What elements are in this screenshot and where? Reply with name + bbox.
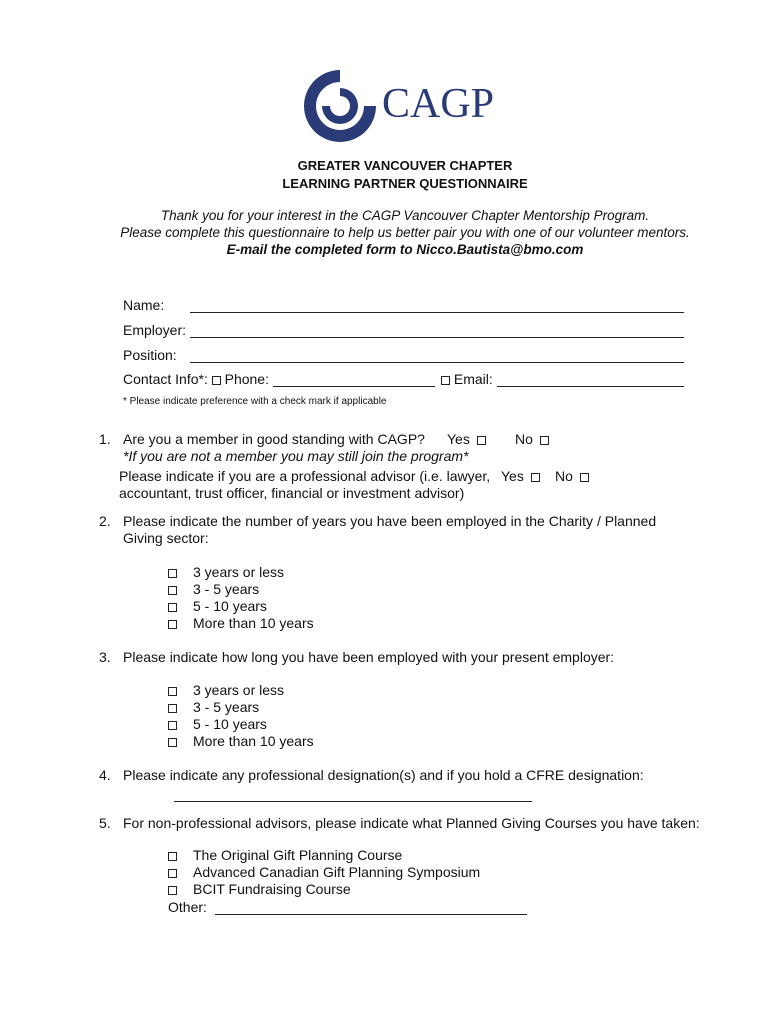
logo-text: CAGP xyxy=(382,81,495,127)
email-label: Email: xyxy=(453,371,493,387)
phone-label: Phone: xyxy=(224,371,269,387)
q4-text: Please indicate any professional designation(s) and if you hold a CFRE designation: xyxy=(123,767,644,783)
q3-option-label: More than 10 years xyxy=(193,733,314,749)
q2-option-label: 3 years or less xyxy=(193,564,285,580)
q1-advisor-line-1: Please indicate if you are a professional advisor (i.e. lawyer, xyxy=(119,468,491,484)
q4-number: 4. xyxy=(99,767,111,783)
name-field[interactable] xyxy=(190,312,684,313)
q3-option[interactable] xyxy=(168,699,259,715)
q1-advisor-no-checkbox[interactable] xyxy=(580,473,589,482)
q1-advisor-no-option xyxy=(555,468,589,484)
contact-info-label: Contact Info*: xyxy=(123,371,208,387)
position-label: Position: xyxy=(123,347,177,363)
q5-option-label: The Original Gift Planning Course xyxy=(193,847,403,863)
q3-number: 3. xyxy=(99,649,111,665)
q5-option-label: BCIT Fundraising Course xyxy=(193,881,351,897)
q3-option-label: 3 years or less xyxy=(193,682,285,698)
intro-line-2: Please complete this questionnaire to help us better pair you with one of our volunteer mentors. xyxy=(120,225,690,240)
q1-advisor-yes-checkbox[interactable] xyxy=(531,473,540,482)
q5-option-label: Advanced Canadian Gift Planning Symposium xyxy=(193,864,481,880)
q3-text: Please indicate how long you have been employed with your present employer: xyxy=(123,649,615,665)
q2-option-checkbox[interactable] xyxy=(168,569,177,578)
q3-option[interactable] xyxy=(168,733,314,749)
q2-option[interactable] xyxy=(168,581,259,597)
contact-info-row xyxy=(123,371,269,387)
q5-option[interactable] xyxy=(168,847,402,863)
q3-option-checkbox[interactable] xyxy=(168,721,177,730)
q3-option-checkbox[interactable] xyxy=(168,687,177,696)
q1-number: 1. xyxy=(99,431,111,447)
q2-option-label: 5 - 10 years xyxy=(193,598,267,614)
phone-checkbox[interactable] xyxy=(212,376,221,385)
q2-number: 2. xyxy=(99,513,111,529)
q1-yes-label: Yes xyxy=(447,431,470,447)
q5-text: For non-professional advisors, please indicate what Planned Giving Courses you have taken: xyxy=(123,815,700,831)
cagp-swirl-icon xyxy=(300,66,380,146)
q2-option-label: 3 - 5 years xyxy=(193,581,260,597)
q5-other-field[interactable] xyxy=(215,914,527,915)
q5-number: 5. xyxy=(99,815,111,831)
intro-email-instruction: E-mail the completed form to Nicco.Bautista@bmo.com xyxy=(226,242,584,257)
q2-option[interactable] xyxy=(168,615,314,631)
employer-field[interactable] xyxy=(190,337,684,338)
q2-option-checkbox[interactable] xyxy=(168,620,177,629)
intro-line-1: Thank you for your interest in the CAGP Vancouver Chapter Mentorship Program. xyxy=(160,208,650,223)
q5-other-label: Other: xyxy=(168,899,207,915)
q2-option-checkbox[interactable] xyxy=(168,603,177,612)
q2-option[interactable] xyxy=(168,564,284,580)
q3-option-label: 5 - 10 years xyxy=(193,716,267,732)
q3-option-label: 3 - 5 years xyxy=(193,699,260,715)
cagp-logo xyxy=(300,66,510,146)
q1-advisor-yes-option xyxy=(501,468,540,484)
q1-yes-option xyxy=(447,431,486,447)
q1-membership-note: *If you are not a member you may still join the program* xyxy=(123,448,469,464)
q1-no-label: No xyxy=(515,431,533,447)
q5-option-checkbox[interactable] xyxy=(168,869,177,878)
q2-text-line-2: Giving sector: xyxy=(123,530,209,546)
q5-option[interactable] xyxy=(168,881,351,897)
q2-text-line-1: Please indicate the number of years you have been employed in the Charity / Planned xyxy=(123,513,657,529)
q1-advisor-line-2: accountant, trust officer, financial or investment advisor) xyxy=(119,485,465,501)
q3-option-checkbox[interactable] xyxy=(168,738,177,747)
q5-option-checkbox[interactable] xyxy=(168,886,177,895)
q1-advisor-no-label: No xyxy=(555,468,573,484)
preference-note: * Please indicate preference with a check mark if applicable xyxy=(123,396,387,407)
email-field[interactable] xyxy=(497,386,684,387)
q1-text: Are you a member in good standing with CAGP? xyxy=(123,431,425,447)
q5-option-checkbox[interactable] xyxy=(168,852,177,861)
q2-option[interactable] xyxy=(168,598,267,614)
chapter-title: GREATER VANCOUVER CHAPTER xyxy=(297,158,513,173)
name-label: Name: xyxy=(123,297,165,313)
q1-advisor-yes-label: Yes xyxy=(501,468,524,484)
q1-yes-checkbox[interactable] xyxy=(477,436,486,445)
q2-option-checkbox[interactable] xyxy=(168,586,177,595)
q2-option-label: More than 10 years xyxy=(193,615,314,631)
phone-field[interactable] xyxy=(273,386,435,387)
employer-label: Employer: xyxy=(123,322,187,338)
q5-option[interactable] xyxy=(168,864,480,880)
email-checkbox[interactable] xyxy=(441,376,450,385)
q1-no-option xyxy=(515,431,549,447)
questionnaire-title: LEARNING PARTNER QUESTIONNAIRE xyxy=(282,176,528,191)
q3-option[interactable] xyxy=(168,682,284,698)
q4-designation-field[interactable] xyxy=(174,801,532,802)
position-field[interactable] xyxy=(190,362,684,363)
q3-option-checkbox[interactable] xyxy=(168,704,177,713)
q3-option[interactable] xyxy=(168,716,267,732)
q1-no-checkbox[interactable] xyxy=(540,436,549,445)
email-option xyxy=(441,371,493,387)
